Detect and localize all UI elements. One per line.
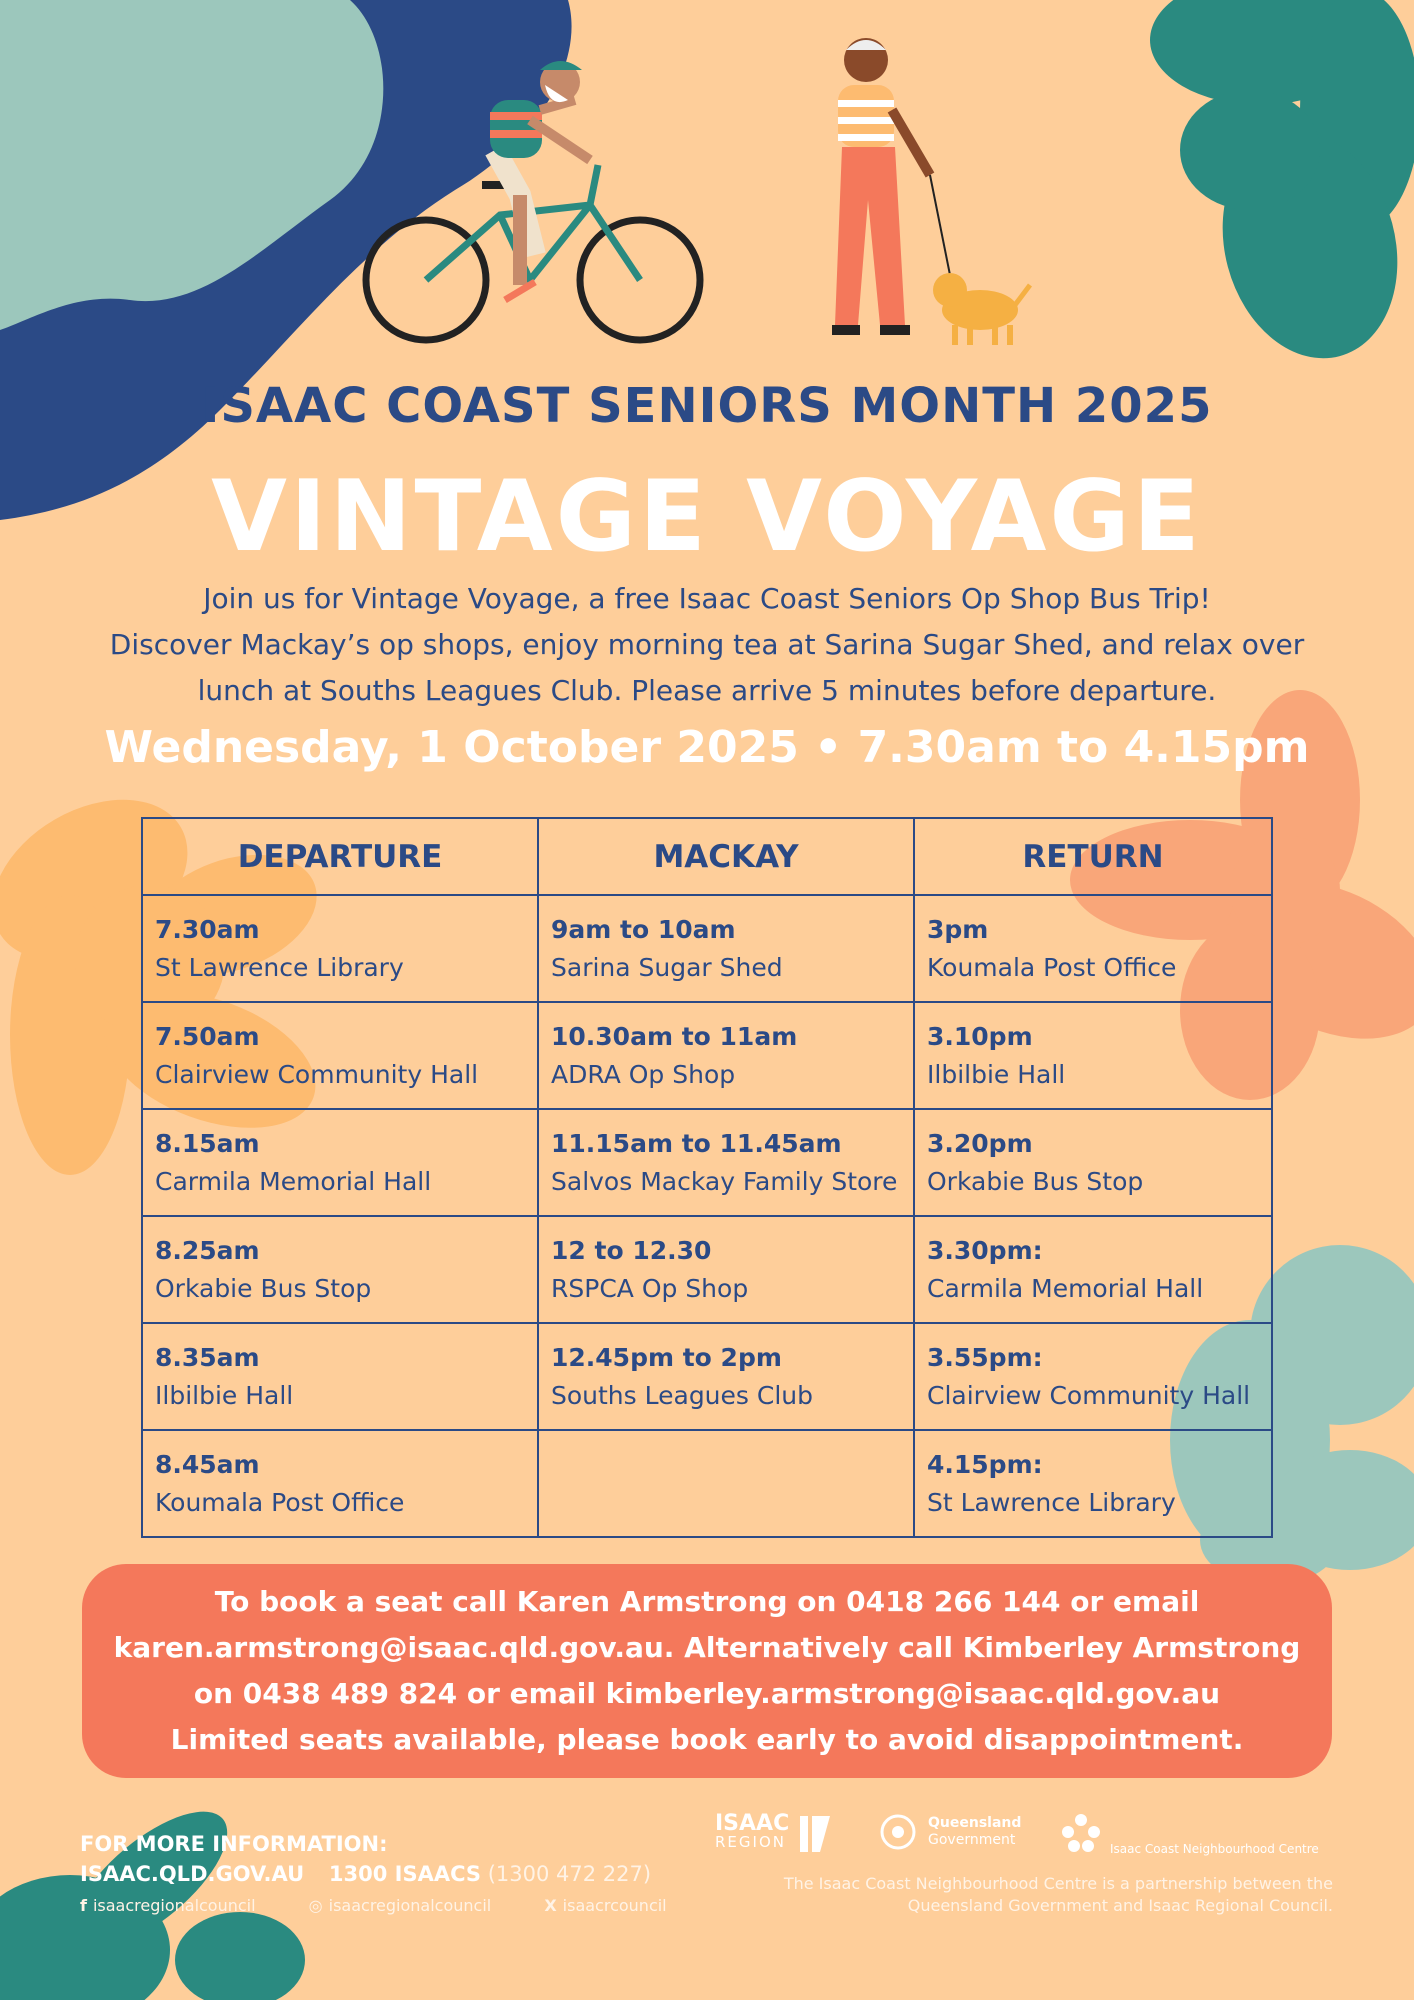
departure-cell xyxy=(142,1109,538,1216)
social-links xyxy=(80,1896,715,1915)
return-cell xyxy=(914,1323,1272,1430)
mackay-cell xyxy=(538,1430,914,1537)
instagram-icon: ◎ xyxy=(308,1896,323,1915)
instagram-link[interactable] xyxy=(309,1896,516,1915)
stop-place: Koumala Post Office xyxy=(927,952,1177,982)
departure-cell xyxy=(142,1323,538,1430)
x-icon: X xyxy=(544,1896,557,1915)
stop-place: Sarina Sugar Shed xyxy=(551,952,783,982)
table-row xyxy=(142,1216,1272,1323)
stop-place: ADRA Op Shop xyxy=(551,1059,736,1089)
booking-line: To book a seat call Karen Armstrong on 0418 266 144 or email xyxy=(214,1585,1200,1618)
stop-place: Orkabie Bus Stop xyxy=(927,1166,1144,1196)
return-cell xyxy=(914,1002,1272,1109)
queensland-crest-icon xyxy=(878,1812,918,1852)
neighbourhood-centre-icon xyxy=(1058,1810,1104,1854)
table-header-row xyxy=(142,818,1272,895)
stop-place: St Lawrence Library xyxy=(155,952,404,982)
event-date-time: Wednesday, 1 October 2025 • 7.30am to 4.15pm xyxy=(104,722,1310,773)
partnership-line: The Isaac Coast Neighbourhood Centre is a partnership between the xyxy=(783,1874,1333,1893)
table-row xyxy=(142,1002,1272,1109)
phone-number: (1300 472 227) xyxy=(487,1862,652,1886)
stop-place: St Lawrence Library xyxy=(927,1487,1176,1517)
stop-place: Salvos Mackay Family Store xyxy=(551,1166,898,1196)
walker-illustration xyxy=(832,38,1030,345)
x-link[interactable] xyxy=(544,1896,690,1915)
mackay-cell xyxy=(538,1002,914,1109)
event-title: VINTAGE VOYAGE xyxy=(211,460,1203,574)
stop-time: 11.15am to 11.45am xyxy=(551,1128,842,1158)
isaac-logo-text: ISAAC xyxy=(715,1811,790,1836)
facebook-handle: isaacregionalcouncil xyxy=(92,1896,256,1915)
stop-time: 12.45pm to 2pm xyxy=(551,1342,782,1372)
return-cell xyxy=(914,1430,1272,1537)
mackay-cell xyxy=(538,895,914,1002)
return-cell xyxy=(914,1216,1272,1323)
stop-time: 8.35am xyxy=(155,1342,260,1372)
column-header-mackay: MACKAY xyxy=(538,818,914,895)
stop-place: Clairview Community Hall xyxy=(155,1059,479,1089)
booking-line: karen.armstrong@isaac.qld.gov.au. Alternatively call Kimberley Armstrong xyxy=(113,1631,1301,1664)
qld-logo-text: Queensland xyxy=(928,1815,1022,1831)
schedule-table xyxy=(141,817,1273,1538)
stop-time: 10.30am to 11am xyxy=(551,1021,798,1051)
stop-time: 7.50am xyxy=(155,1021,260,1051)
departure-cell xyxy=(142,1002,538,1109)
table-row xyxy=(142,1109,1272,1216)
departure-cell xyxy=(142,1430,538,1537)
govt-logo-text: Government xyxy=(928,1832,1016,1848)
event-subtitle: ISAAC COAST SENIORS MONTH 2025 xyxy=(201,378,1213,434)
booking-line: on 0438 489 824 or email kimberley.armstrong@isaac.qld.gov.au xyxy=(193,1677,1221,1710)
table-row xyxy=(142,895,1272,1002)
booking-line: Limited seats available, please book early to avoid disappointment. xyxy=(170,1723,1244,1756)
stop-place: Ilbilbie Hall xyxy=(927,1059,1066,1089)
return-cell xyxy=(914,1109,1272,1216)
phone-name: 1300 ISAACS xyxy=(328,1862,482,1886)
stop-time: 8.15am xyxy=(155,1128,260,1158)
intro-text xyxy=(70,576,1344,714)
stop-place: Koumala Post Office xyxy=(155,1487,405,1517)
facebook-link[interactable] xyxy=(80,1896,280,1915)
stop-time: 3.55pm: xyxy=(927,1342,1043,1372)
return-cell xyxy=(914,895,1272,1002)
intro-line: lunch at Souths Leagues Club. Please arrive 5 minutes before departure. xyxy=(197,674,1217,707)
flower-top-right xyxy=(1150,0,1414,378)
stop-place: Souths Leagues Club xyxy=(551,1380,813,1410)
x-handle: isaacrcouncil xyxy=(562,1896,667,1915)
column-header-departure: DEPARTURE xyxy=(142,818,538,895)
schedule-body xyxy=(142,895,1272,1537)
stop-place: Carmila Memorial Hall xyxy=(927,1273,1204,1303)
stop-place: Carmila Memorial Hall xyxy=(155,1166,432,1196)
neighbourhood-centre-logo: Isaac Coast Neighbourhood Centre xyxy=(1110,1842,1319,1856)
stop-time: 9am to 10am xyxy=(551,914,736,944)
intro-line: Join us for Vintage Voyage, a free Isaac Coast Seniors Op Shop Bus Trip! xyxy=(203,582,1211,615)
stop-time: 8.25am xyxy=(155,1235,260,1265)
leaf-bottom-left xyxy=(0,1788,305,2000)
website-link[interactable]: ISAAC.QLD.GOV.AU xyxy=(80,1862,305,1886)
departure-cell xyxy=(142,895,538,1002)
stop-time: 3.10pm xyxy=(927,1021,1033,1051)
instagram-handle: isaacregionalcouncil xyxy=(328,1896,492,1915)
contact-line xyxy=(80,1862,651,1886)
region-logo-text: REGION xyxy=(715,1833,786,1851)
partnership-note xyxy=(720,1873,1333,1917)
mackay-cell xyxy=(538,1216,914,1323)
partnership-line: Queensland Government and Isaac Regional Council. xyxy=(907,1896,1333,1915)
stop-place: Orkabie Bus Stop xyxy=(155,1273,372,1303)
more-info-label: FOR MORE INFORMATION: xyxy=(80,1832,388,1856)
facebook-icon: f xyxy=(80,1896,87,1915)
intro-line: Discover Mackay’s op shops, enjoy morning tea at Sarina Sugar Shed, and relax over xyxy=(109,628,1305,661)
stop-place: RSPCA Op Shop xyxy=(551,1273,749,1303)
table-row xyxy=(142,1430,1272,1537)
stop-time: 3.20pm xyxy=(927,1128,1033,1158)
booking-box xyxy=(82,1564,1332,1778)
departure-cell xyxy=(142,1216,538,1323)
stop-time: 7.30am xyxy=(155,914,260,944)
mackay-cell xyxy=(538,1109,914,1216)
table-row xyxy=(142,1323,1272,1430)
stop-time: 8.45am xyxy=(155,1449,260,1479)
mackay-cell xyxy=(538,1323,914,1430)
stop-time: 3pm xyxy=(927,914,989,944)
stop-time: 12 to 12.30 xyxy=(551,1235,712,1265)
queensland-government-logo xyxy=(928,1815,1021,1849)
isaac-logo-mark-icon xyxy=(800,1816,830,1852)
stop-place: Ilbilbie Hall xyxy=(155,1380,294,1410)
isaac-region-logo xyxy=(715,1811,790,1851)
column-header-return: RETURN xyxy=(914,818,1272,895)
stop-time: 4.15pm: xyxy=(927,1449,1043,1479)
stop-time: 3.30pm: xyxy=(927,1235,1043,1265)
stop-place: Clairview Community Hall xyxy=(927,1380,1251,1410)
